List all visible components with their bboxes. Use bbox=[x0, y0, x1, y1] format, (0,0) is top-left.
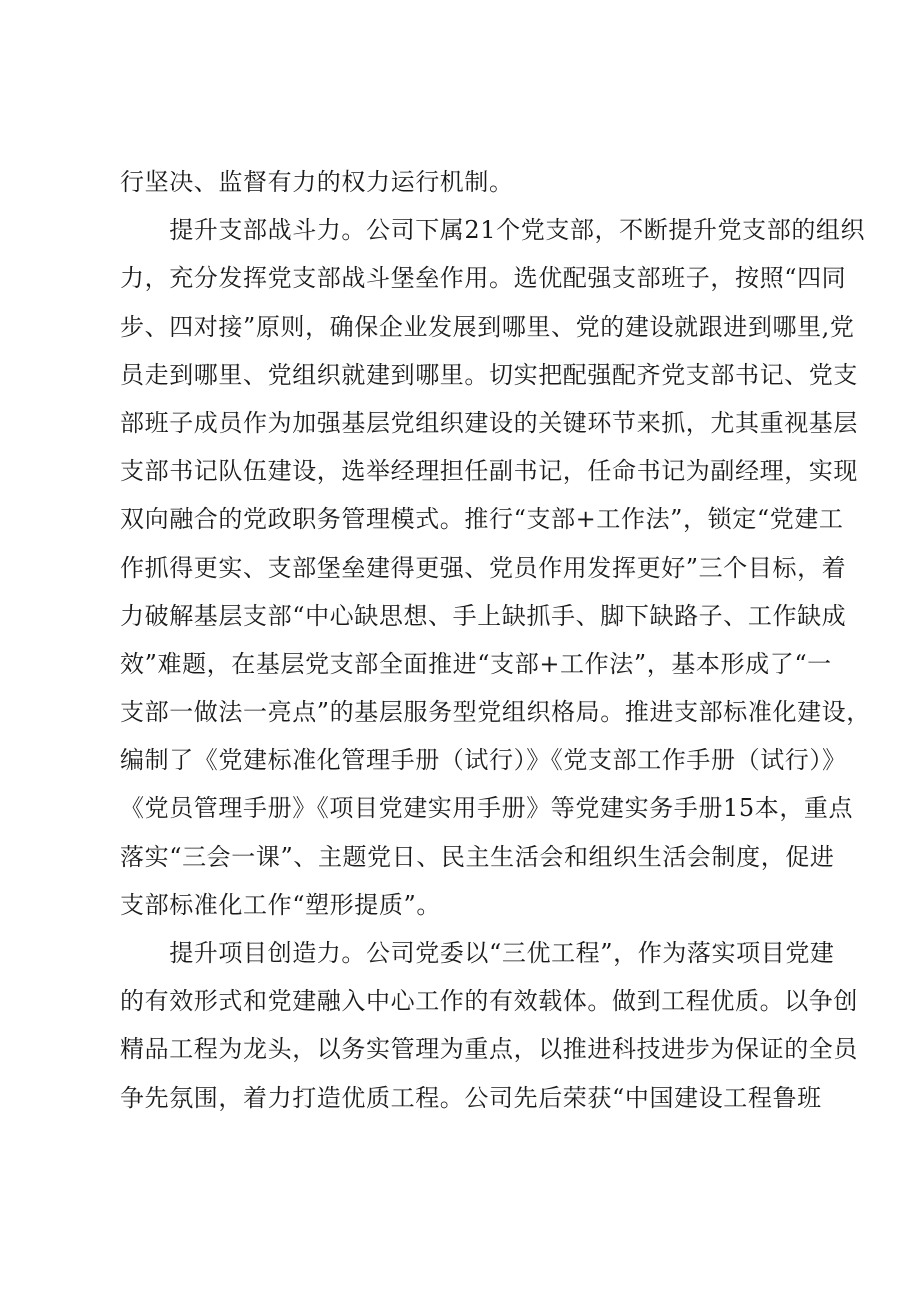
paragraph-line: 编制了《党建标准化管理手册（试行）》《党支部工作手册（试行）》 bbox=[120, 746, 847, 775]
paragraph-line: 提升支部战斗力。公司下属21个党支部，不断提升党支部的组织 bbox=[120, 216, 866, 245]
paragraph-line: 员走到哪里、党组织就建到哪里。切实把配强配齐党支部书记、党支 bbox=[120, 360, 858, 389]
paragraph-line: 双向融合的党政职务管理模式。推行“支部+工作法”，锁定“党建工 bbox=[120, 505, 844, 534]
paragraph-line: 提升项目创造力。公司党委以“三优工程”，作为落实项目党建 bbox=[120, 939, 835, 967]
paragraph-line: 《党员管理手册》《项目党建实用手册》等党建实务手册15本，重点 bbox=[120, 794, 854, 823]
paragraph-line: 作抓得更实、支部堡垒建得更强、党员作用发挥更好”三个目标，着 bbox=[120, 553, 847, 582]
paragraph-line: 支部一做法一亮点”的基层服务型党组织格局。推进支部标准化建设， bbox=[120, 698, 871, 727]
paragraph-line: 支部书记队伍建设，选举经理担任副书记，任命书记为副经理，实现 bbox=[120, 457, 858, 486]
paragraph-line: 行坚决、监督有力的权力运行机制。 bbox=[120, 168, 514, 196]
paragraph-line: 部班子成员作为加强基层党组织建设的关键环节来抓，尤其重视基层 bbox=[120, 408, 858, 437]
paragraph-line: 步、四对接”原则，确保企业发展到哪里、党的建设就跟进到哪里,党 bbox=[120, 312, 855, 341]
paragraph-line: 支部标准化工作“塑形提质”。 bbox=[120, 890, 441, 919]
paragraph-line: 精品工程为龙头，以务实管理为重点，以推进科技进步为保证的全员 bbox=[120, 1035, 858, 1064]
paragraph-line: 争先氛围，着力打造优质工程。公司先后荣获“中国建设工程鲁班 bbox=[120, 1083, 822, 1112]
paragraph-line: 力，充分发挥党支部战斗堡垒作用。选优配强支部班子，按照“四同 bbox=[120, 264, 847, 293]
document-body bbox=[120, 158, 871, 1122]
paragraph-line: 力破解基层支部“中心缺思想、手上缺抓手、脚下缺路子、工作缺成 bbox=[120, 601, 847, 630]
paragraph-line: 落实“三会一课”、主题党日、民主生活会和组织生活会制度，促进 bbox=[120, 842, 835, 871]
paragraph-line: 效”难题，在基层党支部全面推进“支部+工作法”，基本形成了“一 bbox=[120, 649, 832, 678]
paragraph-line: 的有效形式和党建融入中心工作的有效载体。做到工程优质。以争创 bbox=[120, 987, 858, 1016]
